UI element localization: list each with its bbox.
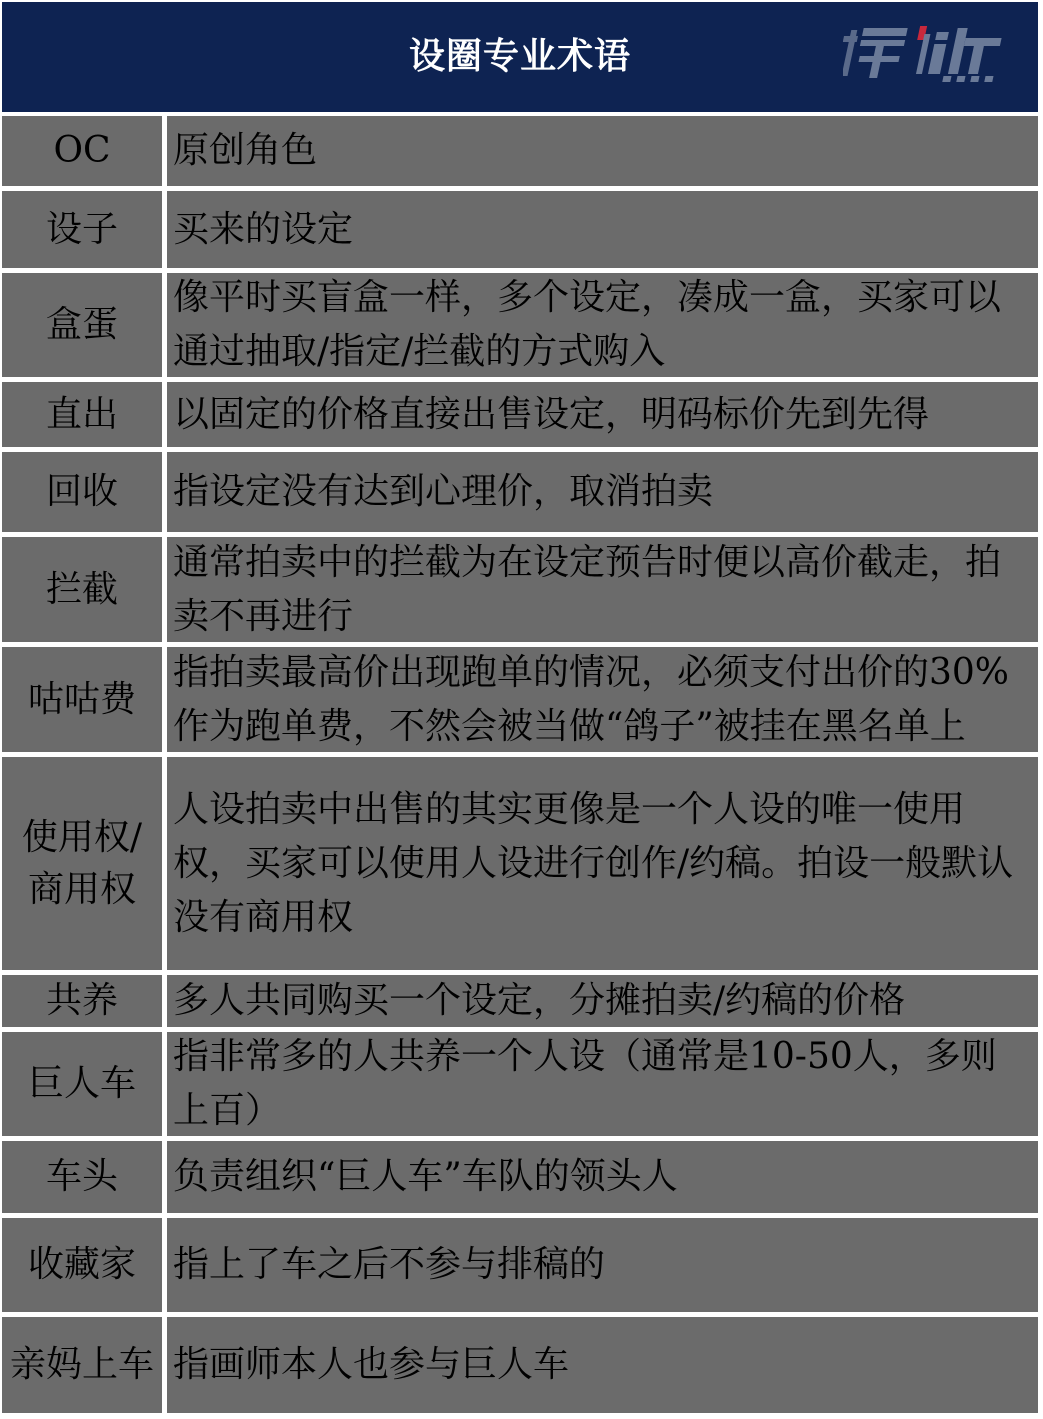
brand-logo	[843, 22, 1018, 88]
definition-cell: 指拍卖最高价出现跑单的情况，必须支付出价的30%作为跑单费，不然会被当做“鸽子”被挂在黑名单上	[167, 647, 1038, 752]
definition-cell: 指设定没有达到心理价，取消拍卖	[167, 452, 1038, 532]
definition-cell: 指画师本人也参与巨人车	[167, 1317, 1038, 1413]
term-cell: OC	[2, 116, 162, 186]
definition-cell: 指上了车之后不参与排稿的	[167, 1218, 1038, 1312]
definition-cell: 像平时买盲盒一样，多个设定，凑成一盒，买家可以通过抽取/指定/拦截的方式购入	[167, 273, 1038, 377]
term-cell: 盒蛋	[2, 273, 162, 377]
definition-cell: 原创角色	[167, 116, 1038, 186]
term-cell: 车头	[2, 1141, 162, 1213]
definition-cell: 以固定的价格直接出售设定，明码标价先到先得	[167, 382, 1038, 447]
definition-cell: 负责组织“巨人车”车队的领头人	[167, 1141, 1038, 1213]
term-cell: 亲妈上车	[2, 1317, 162, 1413]
term-cell: 共养	[2, 975, 162, 1027]
term-cell: 咕咕费	[2, 647, 162, 752]
definition-cell: 买来的设定	[167, 191, 1038, 268]
definition-cell: 指非常多的人共养一个人设（通常是10-50人，多则上百）	[167, 1032, 1038, 1136]
term-cell: 使用权/商用权	[2, 757, 162, 970]
term-cell: 巨人车	[2, 1032, 162, 1136]
term-cell: 设子	[2, 191, 162, 268]
term-cell: 直出	[2, 382, 162, 447]
term-cell: 收藏家	[2, 1218, 162, 1312]
definition-cell: 人设拍卖中出售的其实更像是一个人设的唯一使用权，买家可以使用人设进行创作/约稿。拍设一般默认没有商用权	[167, 757, 1038, 970]
term-cell: 拦截	[2, 537, 162, 642]
definition-cell: 多人共同购买一个设定，分摊拍卖/约稿的价格	[167, 975, 1038, 1027]
table-header	[2, 2, 1038, 112]
term-cell: 回收	[2, 452, 162, 532]
definition-cell: 通常拍卖中的拦截为在设定预告时便以高价截走，拍卖不再进行	[167, 537, 1038, 642]
page-title: 设圈专业术语	[408, 36, 631, 77]
